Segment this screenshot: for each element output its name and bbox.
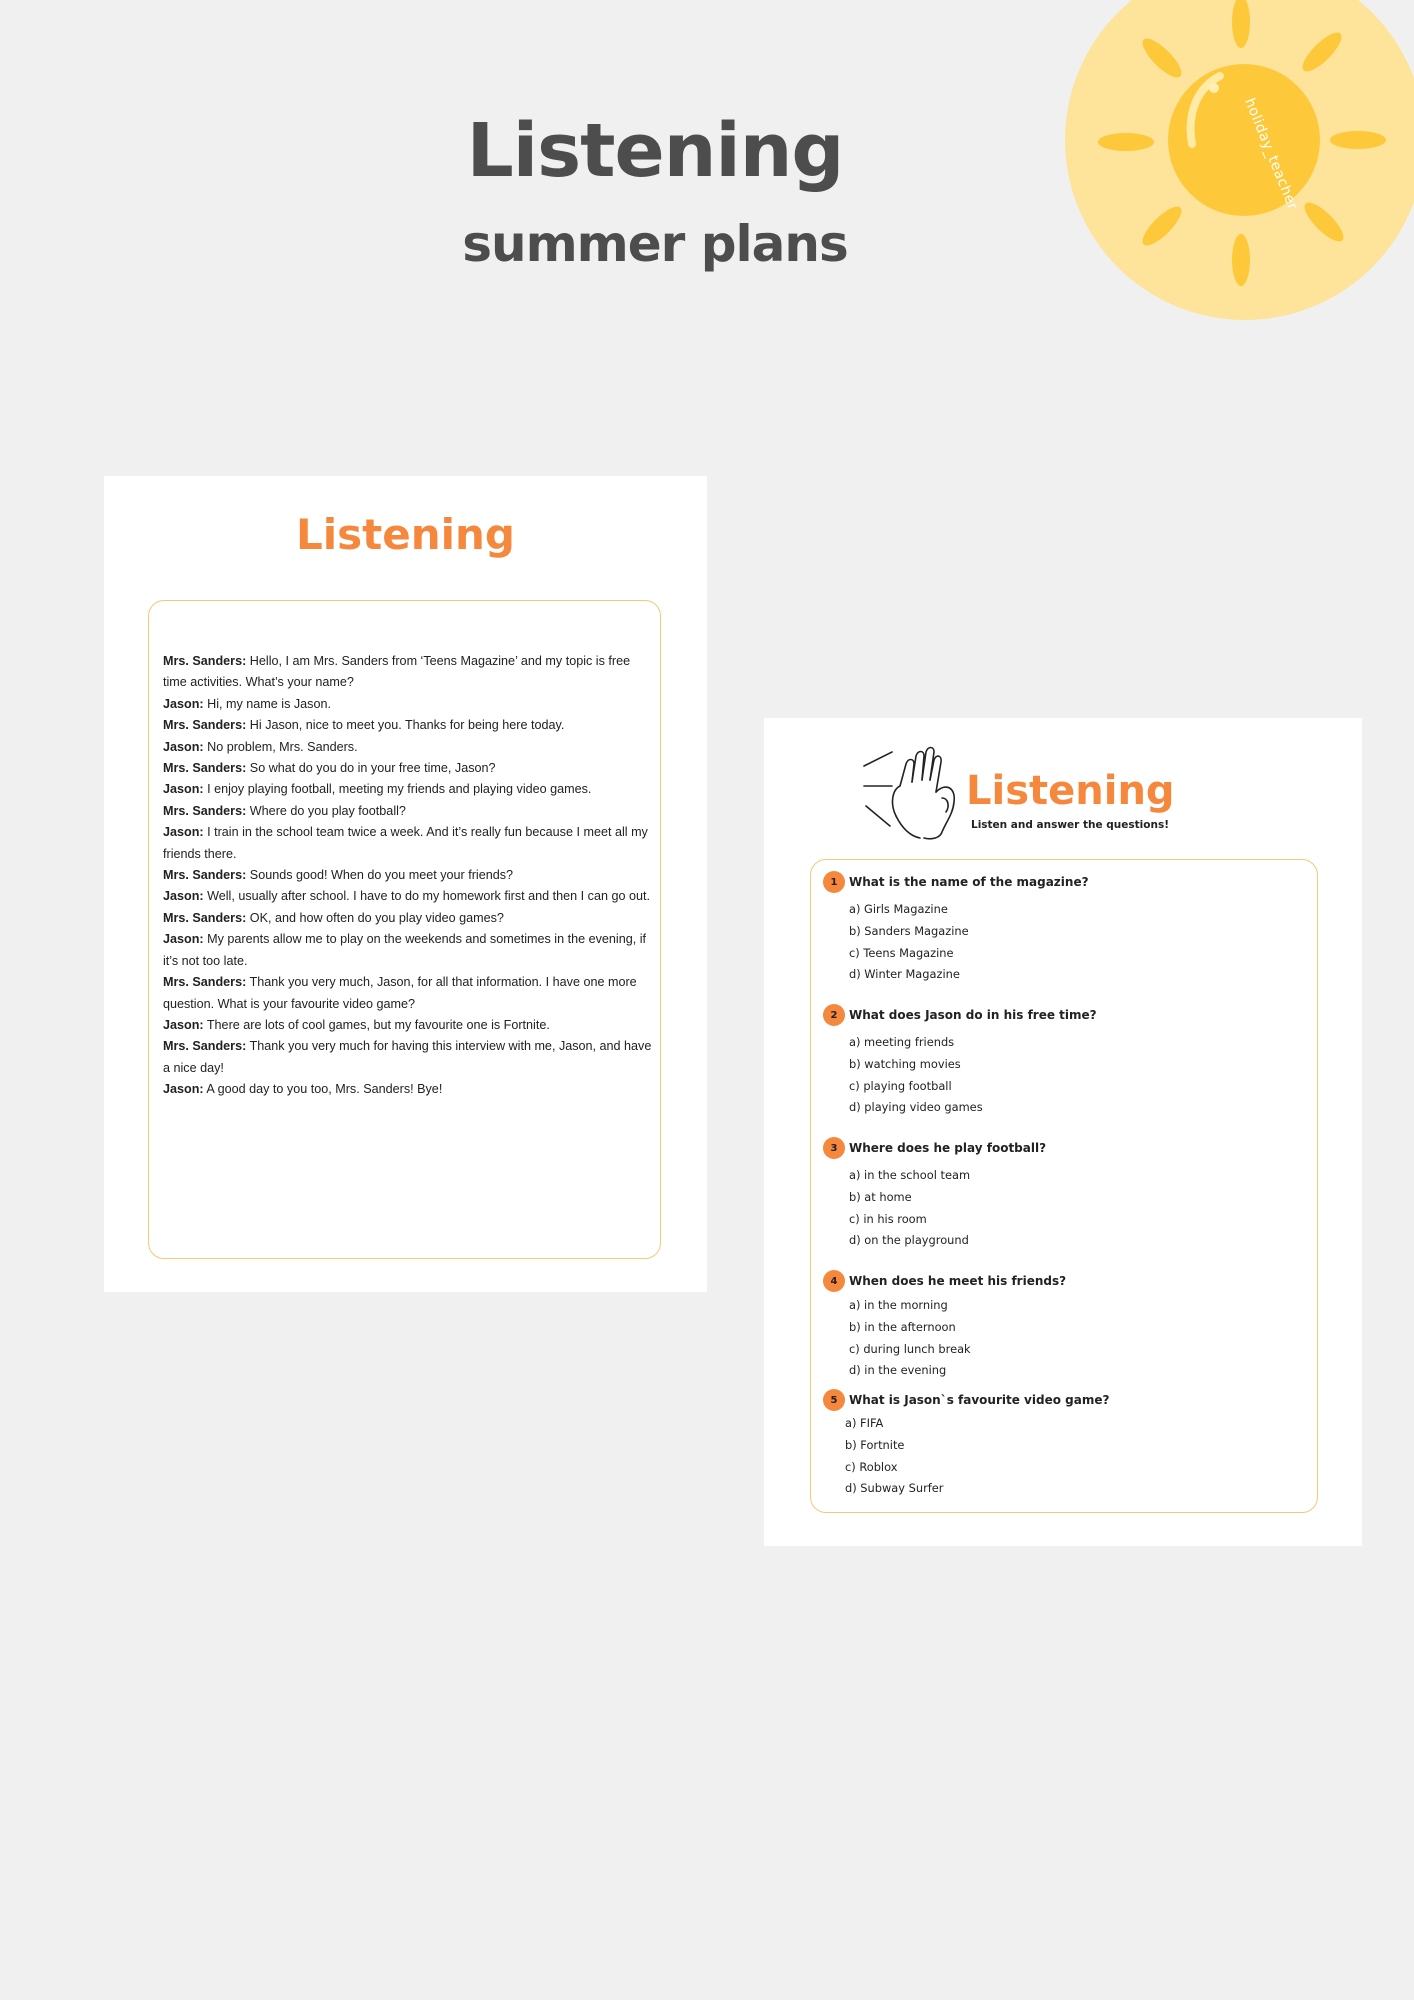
line-text: Where do you play football? <box>246 803 406 818</box>
option-item[interactable]: c) playing football <box>849 1078 952 1093</box>
option-item[interactable]: d) Subway Surfer <box>845 1481 944 1496</box>
line-text: Hi, my name is Jason. <box>203 696 331 711</box>
line-text: Well, usually after school. I have to do my homework first and then I can go out. <box>203 889 650 904</box>
option-item[interactable]: a) FIFA <box>845 1416 884 1430</box>
page-subtitle: summer plans <box>462 215 848 273</box>
line-text: I enjoy playing football, meeting my friends and playing video games. <box>203 782 592 797</box>
speaker-label: Mrs. Sanders: <box>163 761 247 776</box>
speaker-label: Jason: <box>163 782 204 797</box>
options-list <box>845 1413 1303 1500</box>
question-2 <box>823 1004 1303 1119</box>
option-item[interactable]: a) in the school team <box>849 1168 971 1182</box>
transcript-line <box>163 886 653 907</box>
option-item[interactable]: a) Girls Magazine <box>849 902 948 916</box>
transcript-line <box>163 972 653 1015</box>
sun-icon <box>1060 0 1414 330</box>
transcript-card-title: Listening <box>296 510 515 559</box>
line-text: My parents allow me to play on the weekends and sometimes in the evening, if it’s not too late. <box>163 932 647 968</box>
speaker-label: Mrs. Sanders: <box>163 654 247 668</box>
options-list <box>849 1032 1303 1119</box>
speaker-label: Jason: <box>163 825 204 840</box>
option-item[interactable]: c) in his room <box>849 1211 927 1226</box>
question-text: When does he meet his friends? <box>849 1274 1067 1288</box>
transcript-line <box>163 651 653 694</box>
option-item[interactable]: a) in the morning <box>849 1298 948 1312</box>
line-text: Hello, I am Mrs. Sanders from ‘Teens Magazine’ and my topic is free time activities. What’s your name? <box>163 654 631 690</box>
speaker-label: Mrs. Sanders: <box>163 868 247 883</box>
transcript-line <box>163 908 653 929</box>
transcript-line <box>163 822 653 865</box>
question-text: What does Jason do in his free time? <box>849 1008 1097 1022</box>
question-4 <box>823 1270 1303 1382</box>
transcript-line <box>163 694 653 715</box>
transcript-line <box>163 865 653 886</box>
speaker-label: Mrs. Sanders: <box>163 803 247 818</box>
option-item[interactable]: d) on the playground <box>849 1233 969 1248</box>
questions-card <box>764 718 1362 1546</box>
option-item[interactable]: b) watching movies <box>849 1056 961 1071</box>
line-text: Hi Jason, nice to meet you. Thanks for being here today. <box>246 718 565 733</box>
question-1 <box>823 871 1303 986</box>
transcript-line <box>163 1015 653 1036</box>
option-item[interactable]: b) Sanders Magazine <box>849 923 969 938</box>
option-item[interactable]: b) at home <box>849 1189 912 1204</box>
speaker-label: Jason: <box>163 889 204 904</box>
line-text: Sounds good! When do you meet your friends? <box>246 868 514 883</box>
question-number-badge: 5 <box>823 1389 845 1411</box>
speaker-label: Mrs. Sanders: <box>163 910 247 925</box>
instruction-text: Listen and answer the questions! <box>971 819 1169 831</box>
question-text: Where does he play football? <box>849 1141 1047 1155</box>
transcript-line <box>163 1079 653 1100</box>
line-text: Thank you very much, Jason, for all that information. I have one more question. What is your favourite video game? <box>163 975 637 1011</box>
question-number-badge: 2 <box>823 1004 845 1026</box>
option-item[interactable]: c) Roblox <box>845 1459 898 1474</box>
option-item[interactable]: b) Fortnite <box>845 1437 905 1452</box>
options-list <box>849 1165 1303 1252</box>
option-item[interactable]: b) in the afternoon <box>849 1319 956 1334</box>
transcript-line <box>163 715 653 736</box>
question-text: What is the name of the magazine? <box>849 875 1089 889</box>
option-item[interactable]: c) during lunch break <box>849 1341 971 1356</box>
options-list <box>849 1295 1303 1382</box>
speaker-label: Jason: <box>163 1017 204 1032</box>
option-item[interactable]: d) playing video games <box>849 1100 983 1115</box>
transcript-text <box>163 651 653 1101</box>
transcript-line <box>163 1036 653 1079</box>
speaker-label: Jason: <box>163 932 204 947</box>
speaker-label: Jason: <box>163 696 204 711</box>
transcript-line <box>163 801 653 822</box>
line-text: No problem, Mrs. Sanders. <box>203 739 358 754</box>
line-text: OK, and how often do you play video games? <box>246 910 504 925</box>
transcript-line <box>163 758 653 779</box>
page-title: Listening <box>466 108 844 194</box>
ear-listening-icon <box>862 742 958 842</box>
watermark-text: holiday_teacher <box>1241 96 1301 213</box>
questions-card-title: Listening <box>966 768 1175 814</box>
speaker-label: Jason: <box>163 739 204 754</box>
transcript-box <box>148 600 661 1259</box>
question-number-badge: 4 <box>823 1270 845 1292</box>
options-list <box>849 899 1303 986</box>
line-text: So what do you do in your free time, Jason? <box>246 761 496 776</box>
option-item[interactable]: a) meeting friends <box>849 1035 955 1049</box>
question-3 <box>823 1137 1303 1252</box>
transcript-line <box>163 737 653 758</box>
speaker-label: Mrs. Sanders: <box>163 975 247 990</box>
line-text: Thank you very much for having this interview with me, Jason, and have a nice day! <box>163 1039 652 1075</box>
questions-box <box>810 859 1318 1513</box>
line-text: There are lots of cool games, but my favourite one is Fortnite. <box>203 1017 550 1032</box>
option-item[interactable]: d) Winter Magazine <box>849 967 960 982</box>
question-number-badge: 1 <box>823 871 845 893</box>
transcript-line <box>163 779 653 800</box>
speaker-label: Mrs. Sanders: <box>163 1039 247 1054</box>
transcript-line <box>163 929 653 972</box>
question-number-badge: 3 <box>823 1137 845 1159</box>
line-text: A good day to you too, Mrs. Sanders! Bye! <box>203 1082 443 1097</box>
transcript-card <box>104 476 707 1292</box>
question-text: What is Jason`s favourite video game? <box>849 1393 1110 1407</box>
line-text: I train in the school team twice a week. And it’s really fun because I meet all my friends there. <box>163 825 648 861</box>
question-5 <box>823 1389 1303 1500</box>
option-item[interactable]: d) in the evening <box>849 1363 947 1378</box>
speaker-label: Jason: <box>163 1082 204 1097</box>
option-item[interactable]: c) Teens Magazine <box>849 945 954 960</box>
speaker-label: Mrs. Sanders: <box>163 718 247 733</box>
